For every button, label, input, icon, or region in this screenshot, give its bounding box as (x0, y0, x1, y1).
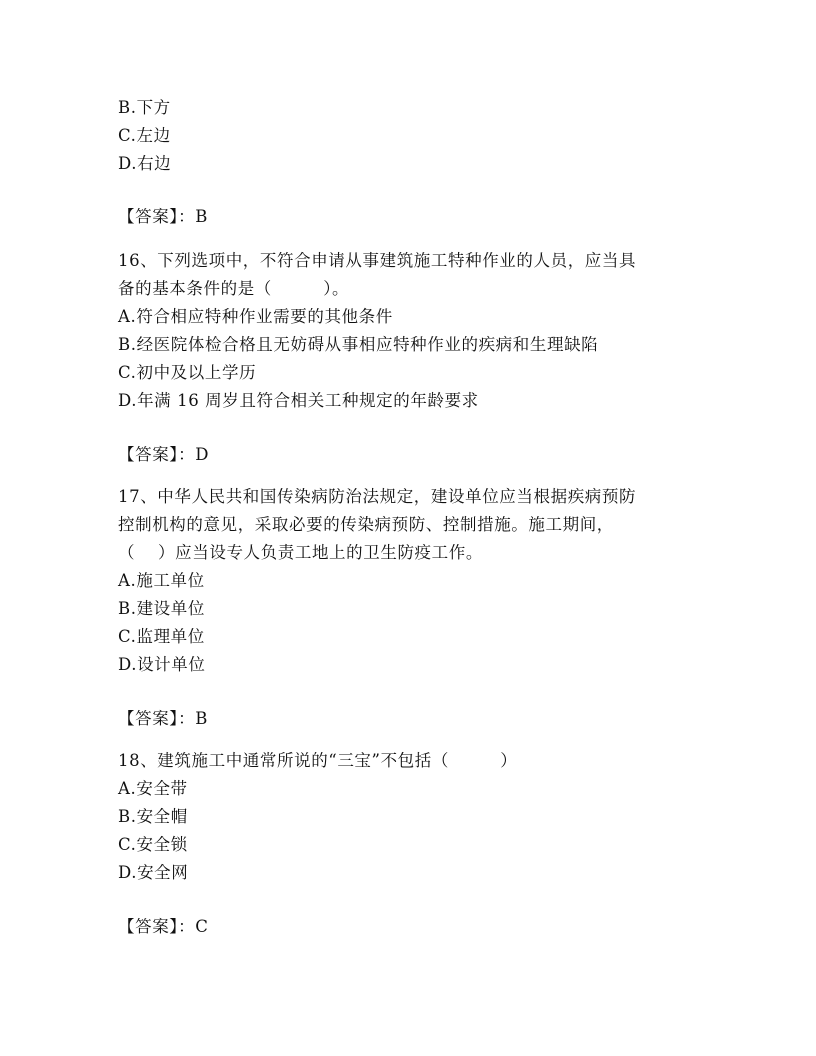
option-d: D.安全网 (118, 863, 189, 882)
option-c: C.初中及以上学历 (118, 363, 257, 382)
answer-label: 【答案】：C (118, 917, 209, 936)
option-b: B.经医院体检合格且无妨碍从事相应特种作业的疾病和生理缺陷 (118, 335, 599, 354)
answer-label: 【答案】：D (118, 445, 210, 464)
option-b: B.安全帽 (118, 807, 188, 826)
option-d: D.设计单位 (118, 655, 206, 674)
option-c: C.左边 (118, 126, 171, 145)
question-text: 备的基本条件的是（ ）。 (118, 279, 350, 298)
option-d: D.右边 (118, 154, 172, 173)
question-text: 17、中华人民共和国传染病防治法规定，建设单位应当根据疾病预防 (118, 487, 637, 506)
question-text: 16、下列选项中，不符合申请从事建筑施工特种作业的人员，应当具 (118, 251, 637, 270)
question-text: （ ）应当设专人负责工地上的卫生防疫工作。 (118, 543, 483, 562)
option-a: A.符合相应特种作业需要的其他条件 (118, 307, 393, 326)
option-c: C.监理单位 (118, 627, 205, 646)
answer-label: 【答案】：B (118, 709, 208, 728)
option-b: B.建设单位 (118, 599, 205, 618)
option-b: B.下方 (118, 98, 171, 117)
option-c: C.安全锁 (118, 835, 188, 854)
option-d: D.年满 16 周岁且符合相关工种规定的年龄要求 (118, 391, 479, 410)
question-text: 控制机构的意见，采取必要的传染病预防、控制措施。施工期间， (118, 515, 614, 534)
answer-label: 【答案】：B (118, 207, 208, 226)
option-a: A.安全带 (118, 779, 188, 798)
option-a: A.施工单位 (118, 571, 205, 590)
question-text: 18、建筑施工中通常所说的“三宝”不包括（ ） (118, 751, 518, 770)
